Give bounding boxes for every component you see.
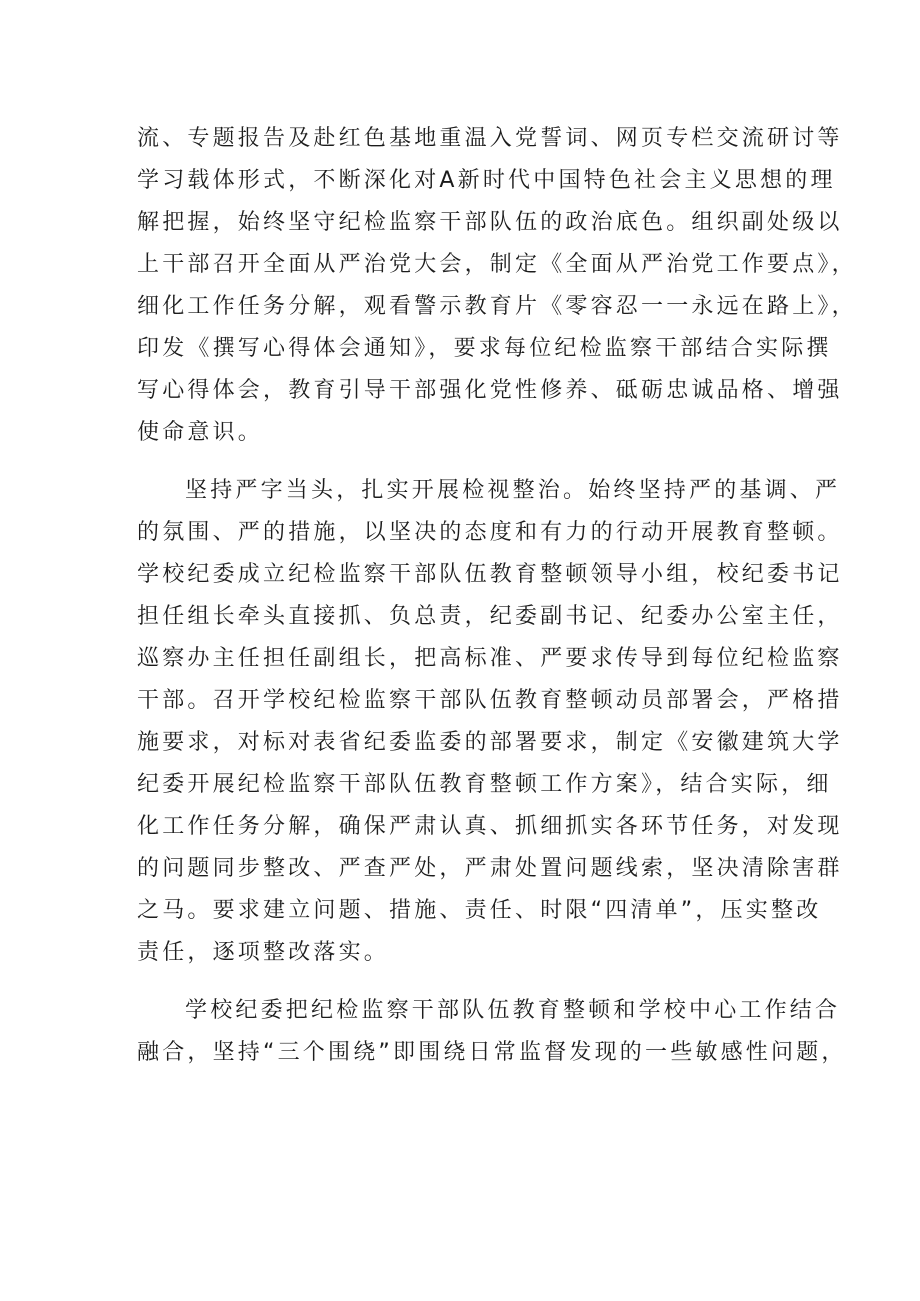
paragraph-line: 的问题同步整改、严查严处，严肃处置问题线索，坚决清除害群	[137, 856, 843, 881]
paragraph-spacer	[137, 974, 791, 990]
paragraph-line: 施要求，对标对表省纪委监委的部署要求，制定《安徽建筑大学	[137, 730, 843, 755]
paragraph-line: 巡察办主任担任副组长，把高标准、严要求传导到每位纪检监察	[137, 646, 843, 671]
paragraph-line: 上干部召开全面从严治党大会，制定《全面从严治党工作要点》，	[137, 252, 857, 277]
paragraph-3	[137, 990, 847, 1074]
paragraph-line: 坚持严字当头，扎实开展检视整治。始终坚持严的基调、严	[185, 478, 841, 503]
paragraph-line: 融合，坚持“三个围绕”即围绕日常监督发现的一些敏感性问题，	[137, 1040, 847, 1065]
paragraph-line: 使命意识。	[137, 420, 264, 445]
paragraph-line: 印发《撰写心得体会通知》，要求每位纪检监察干部结合实际撰	[137, 336, 832, 361]
paragraph-line: 流、专题报告及赴红色基地重温入党誓词、网页专栏交流研讨等	[137, 126, 843, 151]
paragraph-line: 学习载体形式，不断深化对A新时代中国特色社会主义思想的理	[137, 168, 836, 193]
paragraph-line: 写心得体会，教育引导干部强化党性修养、砥砺忠诚品格、增强	[137, 378, 843, 403]
paragraph-1	[137, 118, 857, 454]
paragraph-line: 的氛围、严的措施，以坚决的态度和有力的行动开展教育整顿。	[137, 520, 843, 545]
paragraph-line: 细化工作任务分解，观看警示教育片《零容忍一一永远在路上》，	[137, 294, 857, 319]
paragraph-line: 责任，逐项整改落实。	[137, 940, 390, 965]
paragraph-line: 之马。要求建立问题、措施、责任、时限“四清单”，压实整改	[137, 898, 822, 923]
paragraph-line: 担任组长牵头直接抓、负总责，纪委副书记、纪委办公室主任，	[137, 604, 843, 629]
paragraph-line: 解把握，始终坚守纪检监察干部队伍的政治底色。组织副处级以	[137, 210, 843, 235]
paragraph-line: 学校纪委把纪检监察干部队伍教育整顿和学校中心工作结合	[185, 998, 841, 1023]
paragraph-spacer	[137, 454, 791, 470]
paragraph-2	[137, 470, 843, 974]
document-body	[137, 118, 857, 1074]
paragraph-line: 学校纪委成立纪检监察干部队伍教育整顿领导小组，校纪委书记	[137, 562, 843, 587]
paragraph-line: 干部。召开学校纪检监察干部队伍教育整顿动员部署会，严格措	[137, 688, 843, 713]
paragraph-line: 纪委开展纪检监察干部队伍教育整顿工作方案》，结合实际，细	[137, 772, 832, 797]
paragraph-line: 化工作任务分解，确保严肃认真、抓细抓实各环节任务，对发现	[137, 814, 843, 839]
